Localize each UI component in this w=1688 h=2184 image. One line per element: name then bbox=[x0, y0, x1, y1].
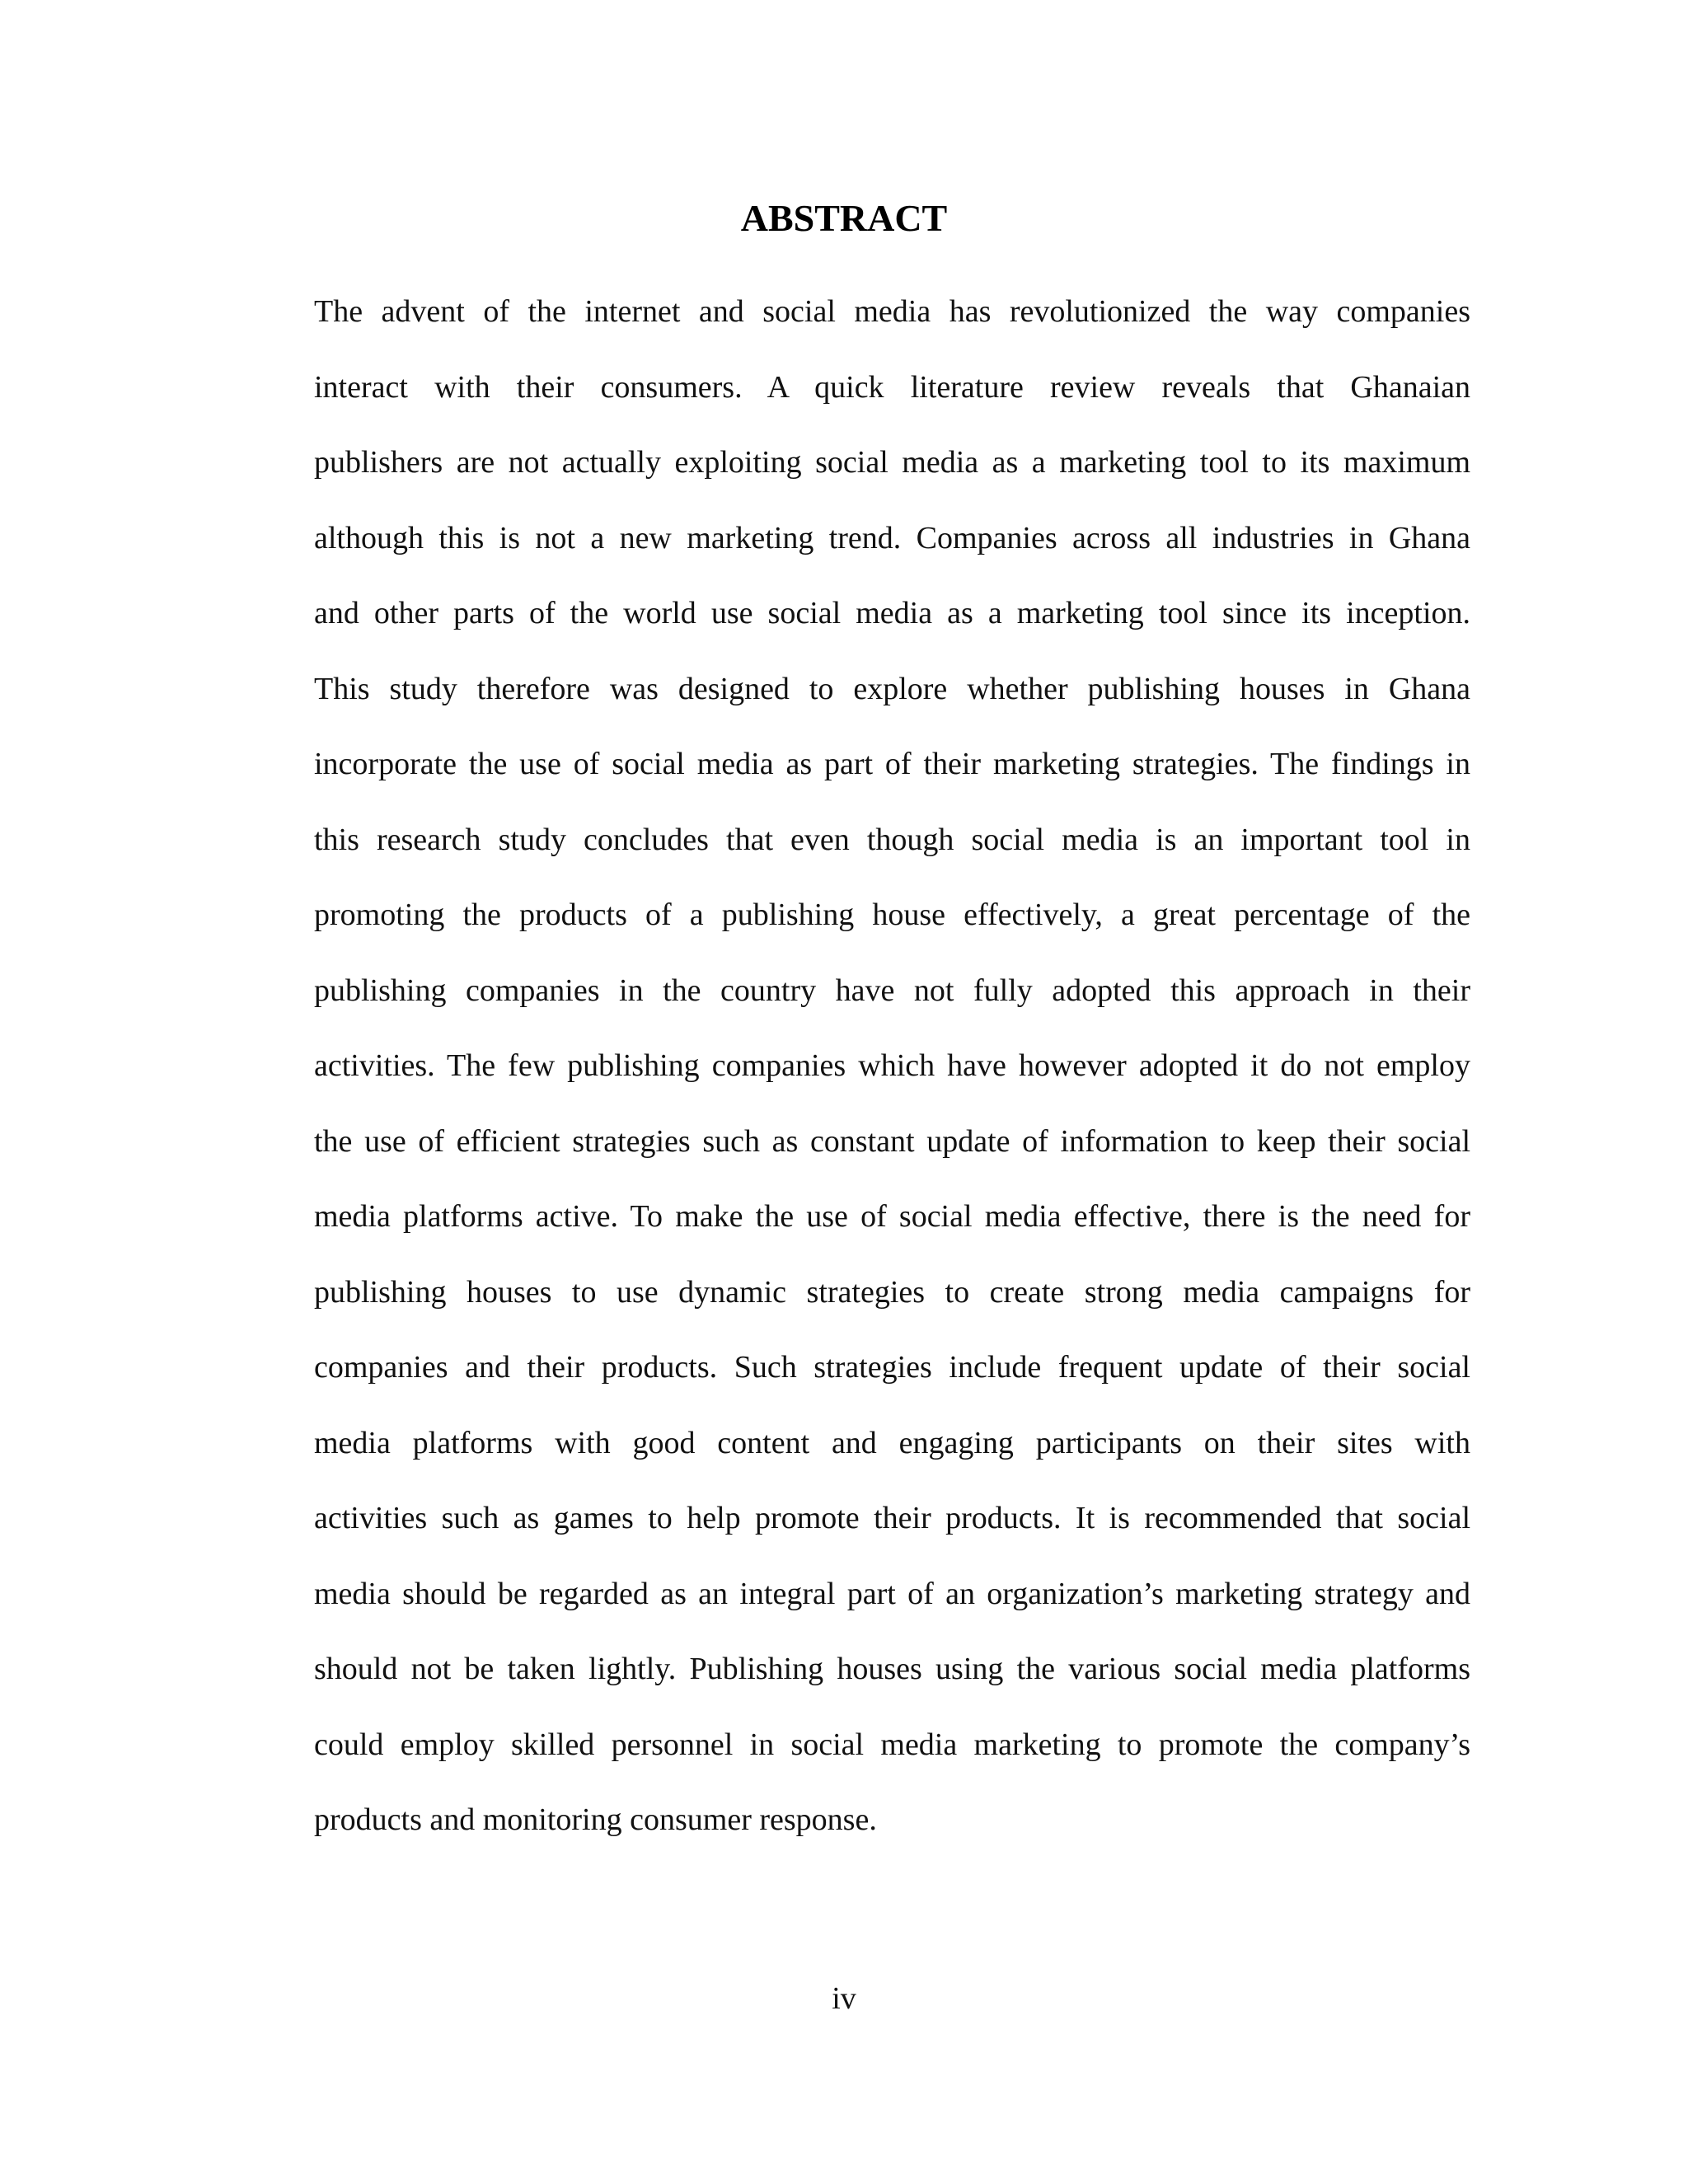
abstract-line: publishing companies in the country have not fully adopted this approach in their bbox=[314, 972, 1470, 1008]
abstract-line: interact with their consumers. A quick literature review reveals that Ghanaian bbox=[314, 369, 1470, 405]
abstract-line: activities. The few publishing companies which have however adopted it do not employ bbox=[314, 1048, 1470, 1083]
abstract-line: media platforms with good content and engaging participants on their sites with bbox=[314, 1425, 1470, 1460]
abstract-line: products and monitoring consumer response. bbox=[314, 1802, 877, 1837]
abstract-line: should not be taken lightly. Publishing houses using the various social media platforms bbox=[314, 1652, 1470, 1686]
abstract-line: although this is not a new marketing trend. Companies across all industries in Ghana bbox=[314, 520, 1470, 555]
page-number: iv bbox=[832, 1981, 856, 2016]
abstract-line: and other parts of the world use social media as a marketing tool since its inception. bbox=[314, 596, 1470, 630]
abstract-line: publishing houses to use dynamic strategies to create strong media campaigns for bbox=[314, 1274, 1470, 1310]
abstract-heading: ABSTRACT bbox=[740, 197, 948, 239]
abstract-line: media platforms active. To make the use of social media effective, there is the need for bbox=[314, 1199, 1470, 1234]
abstract-body bbox=[314, 274, 1470, 1858]
abstract-line: the use of efficient strategies such as constant update of information to keep their social bbox=[314, 1123, 1470, 1159]
abstract-line: This study therefore was designed to explore whether publishing houses in Ghana bbox=[314, 671, 1470, 706]
abstract-line: companies and their products. Such strategies include frequent update of their social bbox=[314, 1350, 1470, 1385]
abstract-line: activities such as games to help promote their products. It is recommended that social bbox=[314, 1501, 1470, 1535]
abstract-line: this research study concludes that even though social media is an important tool in bbox=[314, 822, 1470, 857]
abstract-line: incorporate the use of social media as part of their marketing strategies. The findings in bbox=[314, 747, 1470, 781]
abstract-line: could employ skilled personnel in social media marketing to promote the company’s bbox=[314, 1727, 1470, 1762]
abstract-line: promoting the products of a publishing house effectively, a great percentage of the bbox=[314, 898, 1470, 932]
abstract-line: media should be regarded as an integral part of an organization’s marketing strategy and bbox=[314, 1576, 1470, 1611]
abstract-line: The advent of the internet and social media has revolutionized the way companies bbox=[314, 294, 1470, 329]
abstract-line: publishers are not actually exploiting social media as a marketing tool to its maximum bbox=[314, 445, 1470, 480]
